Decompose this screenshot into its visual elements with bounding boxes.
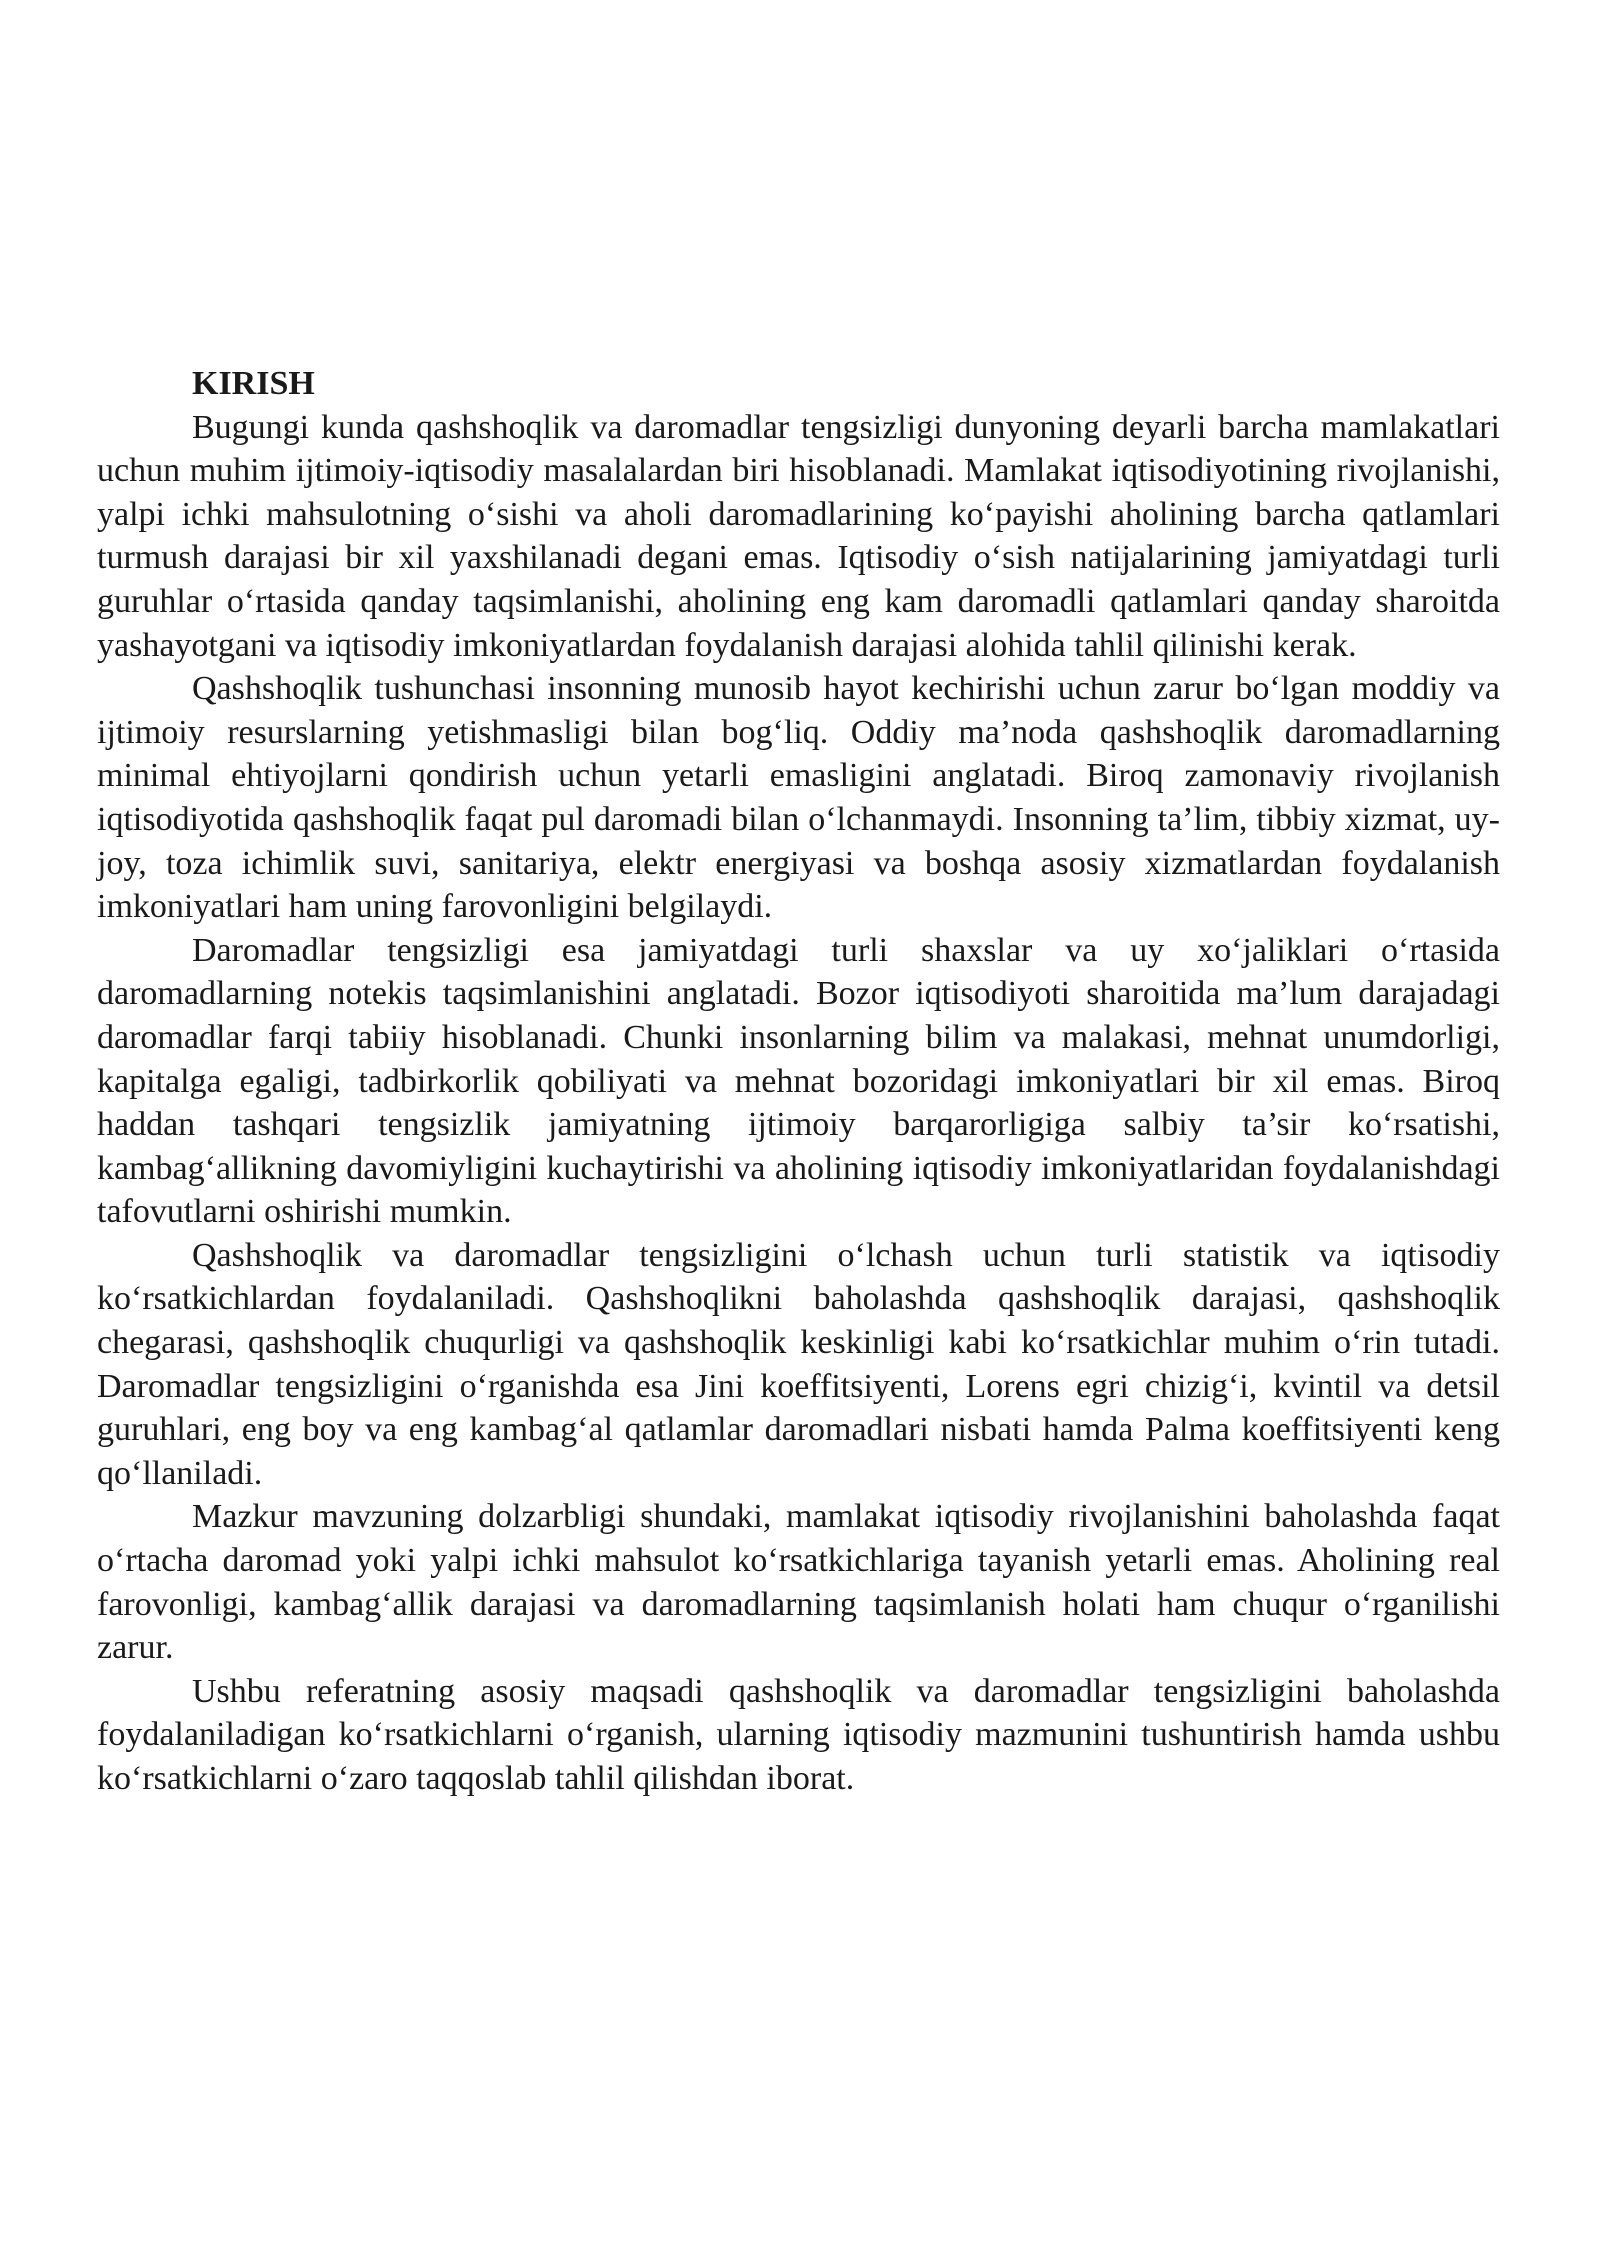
paragraph-2: Qashshoqlik tushunchasi insonning munosib hayot kechirishi uchun zarur bo‘lgan moddiy va ijtimoiy resurslarning yetishmasligi bilan bog‘liq. Oddiy ma’noda qashshoqlik daromadlarning minimal ehtiyojlarni qondirish uchun yetarli emasligini anglatadi. Biroq zamonaviy rivojlanish iqtisodiyotida qashshoqlik faqat pul daromadi bilan o‘lchanmaydi. Insonning ta’lim, tibbiy xizmat, uy-joy, toza ichimlik suvi, sanitariya, elektr energiyasi va boshqa asosiy xizmatlardan foydalanish imkoniyatlari ham uning farovonligini belgilaydi. — [97, 670, 1500, 926]
paragraph-3: Daromadlar tengsizligi esa jamiyatdagi turli shaxslar va uy xo‘jaliklari o‘rtasida daromadlarning notekis taqsimlanishini anglatadi. Bozor iqtisodiyoti sharoitida ma’lum darajadagi daromadlar farqi tabiiy hisoblanadi. Chunki insonlarning bilim va malakasi, mehnat unumdorligi, kapitalga egaligi, tadbirkorlik qobiliyati va mehnat bozoridagi imkoniyatlari bir xil emas. Biroq haddan tashqari tengsizlik jamiyatning ijtimoiy barqarorligiga salbiy ta’sir ko‘rsatishi, kambag‘allikning davomiyligini kuchaytirishi va aholining iqtisodiy imkoniyatlaridan foydalanishdagi tafovutlarni oshirishi mumkin. — [97, 931, 1500, 1231]
paragraph-6: Ushbu referatning asosiy maqsadi qashshoqlik va daromadlar tengsizligini baholashda foydalaniladigan ko‘rsatkichlarni o‘rganish, ularning iqtisodiy mazmunini tushuntirish hamda ushbu ko‘rsatkichlarni o‘zaro taqqoslab tahlil qilishdan iborat. — [97, 1672, 1500, 1797]
paragraph-4: Qashshoqlik va daromadlar tengsizligini o‘lchash uchun turli statistik va iqtisodiy ko‘rsatkichlardan foydalaniladi. Qashshoqlikni baholashda qashshoqlik darajasi, qashshoqlik chegarasi, qashshoqlik chuqurligi va qashshoqlik keskinligi kabi ko‘rsatkichlar muhim o‘rin tutadi. Daromadlar tengsizligini o‘rganishda esa Jini koeffitsiyenti, Lorens egri chizig‘i, kvintil va detsil guruhlari, eng boy va eng kambag‘al qatlamlar daromadlari nisbati hamda Palma koeffitsiyenti keng qo‘llaniladi. — [97, 1236, 1500, 1492]
section-heading: KIRISH — [192, 365, 315, 402]
paragraph-1: Bugungi kunda qashshoqlik va daromadlar tengsizligi dunyoning deyarli barcha mamlakatlari uchun muhim ijtimoiy-iqtisodiy masalalardan biri hisoblanadi. Mamlakat iqtisodiyotining rivojlanishi, yalpi ichki mahsulotning o‘sishi va aholi daromadlarining ko‘payishi aholining barcha qatlamlari turmush darajasi bir xil yaxshilanadi degani emas. Iqtisodiy o‘sish natijalarining jamiyatdagi turli guruhlar o‘rtasida qanday taqsimlanishi, aholining eng kam daromadli qatlamlari qanday sharoitda yashayotgani va iqtisodiy imkoniyatlardan foydalanish darajasi alohida tahlil qilinishi kerak. — [97, 408, 1500, 664]
document-page — [97, 362, 1500, 1801]
paragraph-5: Mazkur mavzuning dolzarbligi shundaki, mamlakat iqtisodiy rivojlanishini baholashda faqat o‘rtacha daromad yoki yalpi ichki mahsulot ko‘rsatkichlariga tayanish yetarli emas. Aholining real farovonligi, kambag‘allik darajasi va daromadlarning taqsimlanish holati ham chuqur o‘rganilishi zarur. — [97, 1498, 1500, 1667]
